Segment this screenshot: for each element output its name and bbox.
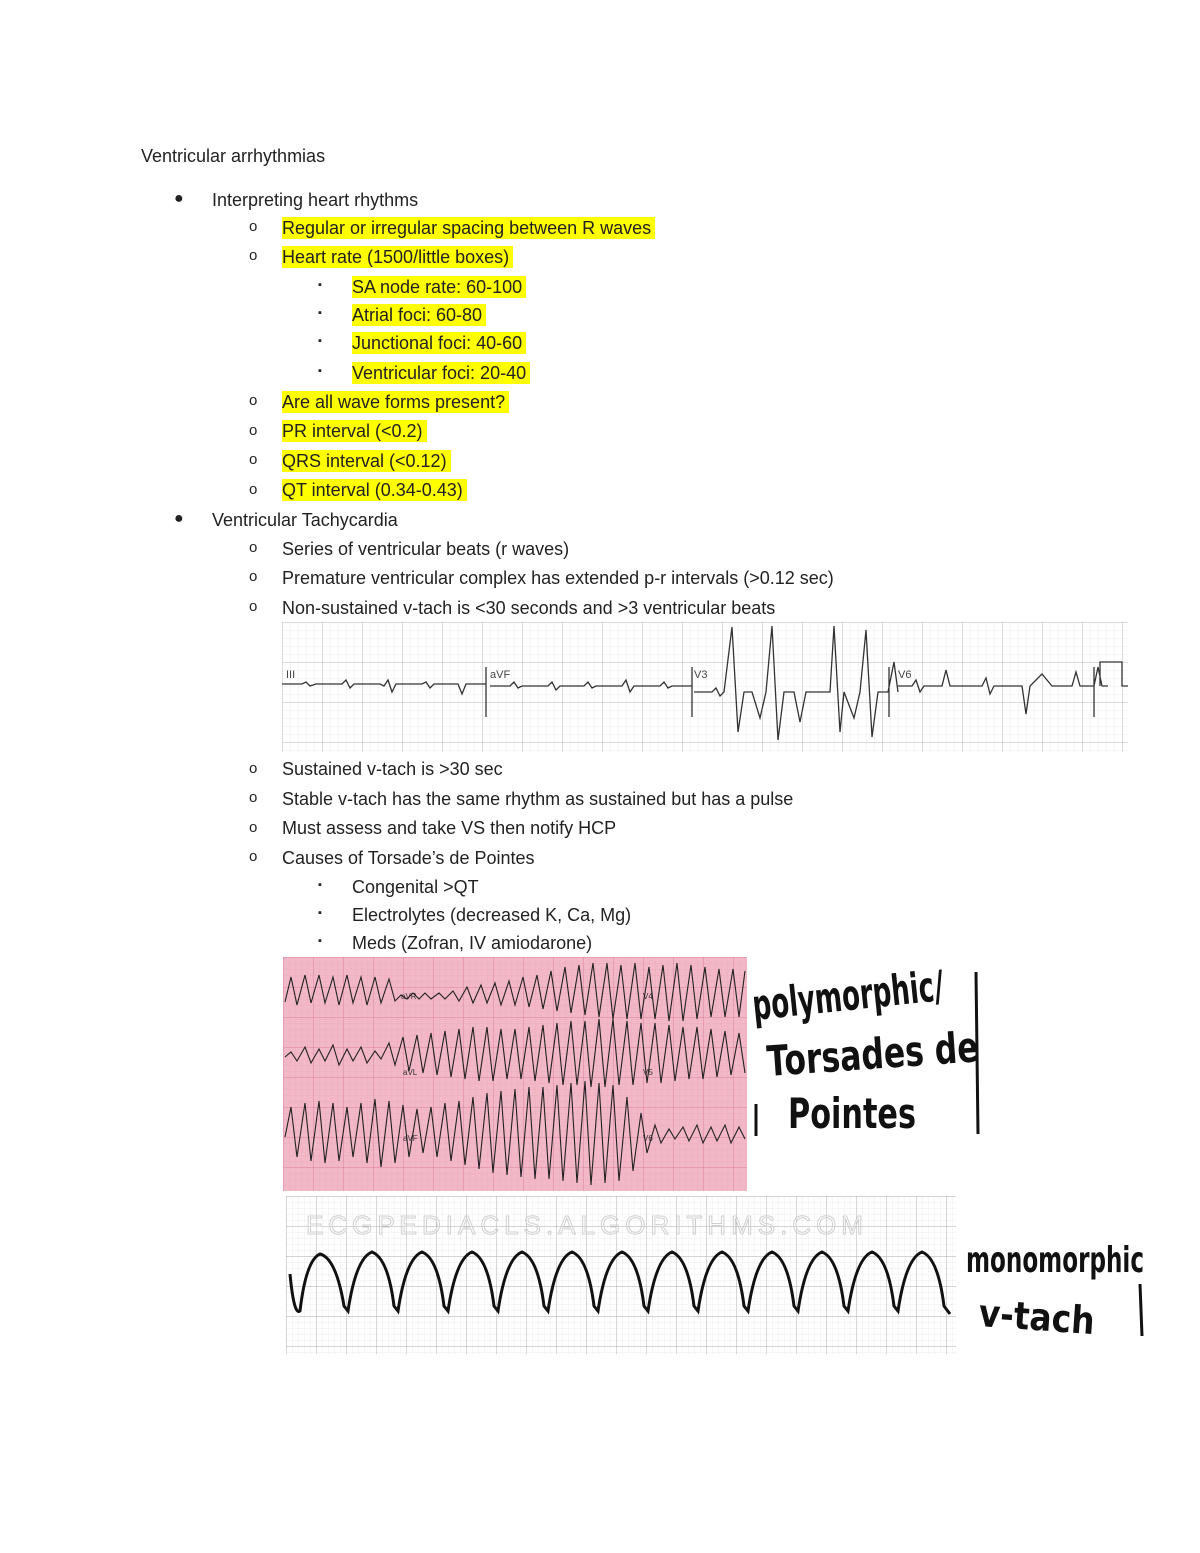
- ecg-torsades: [283, 957, 747, 1191]
- watermark: ECGPEDIACLS.ALGORITHMS.COM: [306, 1210, 868, 1240]
- circle-bullet: o: [249, 422, 258, 439]
- circle-bullet: o: [249, 789, 258, 806]
- lead-label: aVF: [490, 669, 511, 681]
- circle-bullet: o: [249, 848, 258, 865]
- list-item: Sustained v-tach is >30 sec: [282, 759, 503, 779]
- list-item: Meds (Zofran, IV amiodarone): [352, 933, 593, 953]
- circle-bullet: o: [249, 218, 258, 235]
- lead-label: V6: [643, 1134, 653, 1143]
- lead-label: V4: [643, 992, 653, 1001]
- list-item: Are all wave forms present?: [282, 391, 509, 413]
- list-item: Premature ventricular complex has extended p-r intervals (>0.12 sec): [282, 568, 834, 588]
- lead-label: V5: [643, 1068, 653, 1077]
- list-item: Regular or irregular spacing between R waves: [282, 217, 655, 239]
- list-item: Congenital >QT: [352, 877, 479, 897]
- lead-label: V6: [898, 669, 912, 681]
- hand-line: v-tach: [977, 1291, 1115, 1345]
- disc-bullet: ●: [174, 190, 184, 207]
- list-item: Junctional foci: 40-60: [352, 332, 526, 354]
- list-item: PR interval (<0.2): [282, 420, 427, 442]
- list-item: Causes of Torsade’s de Pointes: [282, 848, 535, 868]
- list-item: SA node rate: 60-100: [352, 276, 526, 298]
- hand-line: Pointes: [788, 1089, 916, 1138]
- ecg-strip-nonsustained: [282, 622, 1128, 752]
- ecg-monomorphic: [286, 1196, 956, 1354]
- list-item: Stable v-tach has the same rhythm as sustained but has a pulse: [282, 789, 794, 809]
- list-item: Series of ventricular beats (r waves): [282, 539, 570, 559]
- lead-label: III: [286, 669, 296, 681]
- hand-line: Torsades de: [765, 1017, 1051, 1086]
- list-item: Atrial foci: 60-80: [352, 304, 486, 326]
- list-item: QT interval (0.34-0.43): [282, 479, 467, 501]
- list-item: Electrolytes (decreased K, Ca, Mg): [352, 905, 632, 925]
- circle-bullet: o: [249, 392, 258, 409]
- list-item: Non-sustained v-tach is <30 seconds and >3 ventricular beats: [282, 598, 776, 618]
- square-bullet: ▪: [318, 307, 322, 319]
- list-item: Ventricular foci: 20-40: [352, 362, 530, 384]
- circle-bullet: o: [249, 247, 258, 264]
- list-item: QRS interval (<0.12): [282, 450, 451, 472]
- handwritten-torsades-note: [749, 948, 1062, 1138]
- document-title: Ventricular arrhythmias: [141, 146, 326, 166]
- circle-bullet: o: [249, 598, 258, 615]
- section1-heading: Interpreting heart rhythms: [212, 190, 419, 210]
- square-bullet: ▪: [318, 879, 322, 891]
- square-bullet: ▪: [318, 279, 322, 291]
- disc-bullet: ●: [174, 510, 184, 527]
- hand-line: monomorphic: [966, 1240, 1144, 1281]
- circle-bullet: o: [249, 568, 258, 585]
- square-bullet: ▪: [318, 935, 322, 947]
- lead-label: aVR: [401, 992, 417, 1001]
- lead-label: aVL: [403, 1068, 418, 1077]
- section2-heading: Ventricular Tachycardia: [212, 510, 398, 530]
- circle-bullet: o: [249, 481, 258, 498]
- handwritten-monomorphic-note: [962, 1230, 1150, 1345]
- circle-bullet: o: [249, 539, 258, 556]
- square-bullet: ▪: [318, 907, 322, 919]
- circle-bullet: o: [249, 760, 258, 777]
- lead-label: V3: [694, 669, 708, 681]
- list-item: Must assess and take VS then notify HCP: [282, 818, 617, 838]
- square-bullet: ▪: [318, 335, 322, 347]
- square-bullet: ▪: [318, 365, 322, 377]
- list-item: Heart rate (1500/little boxes): [282, 246, 513, 268]
- circle-bullet: o: [249, 819, 258, 836]
- hand-line: polymorphic/: [749, 948, 1062, 1030]
- circle-bullet: o: [249, 451, 258, 468]
- lead-label: aVF: [403, 1134, 418, 1143]
